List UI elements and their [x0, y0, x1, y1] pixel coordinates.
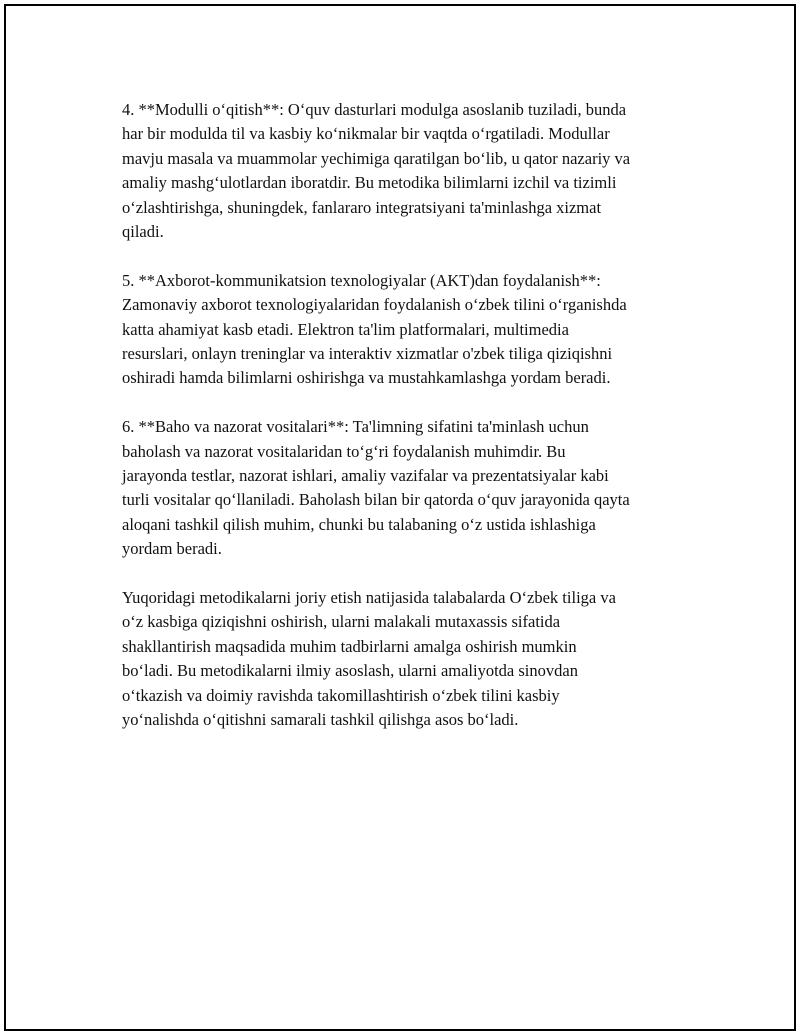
text-line: o‘z kasbiga qiziqishni oshirish, ularni malakali mutaxassis sifatida — [122, 612, 561, 632]
text-line: yo‘nalishda o‘qitishni samarali tashkil qilishga asos bo‘ladi. — [122, 710, 519, 730]
paragraph-baho-nazorat — [122, 415, 694, 561]
text-line: mavju masala va muammolar yechimiga qaratilgan bo‘lib, u qator nazariy va — [122, 148, 631, 168]
text-line: baholash va nazorat vositalaridan to‘g‘ri foydalanish muhimdir. Bu — [122, 441, 566, 461]
text-line: Zamonaviy axborot texnologiyalaridan foydalanish o‘zbek tilini o‘rganishda — [122, 295, 627, 315]
text-line: resurslari, onlayn treninglar va interaktiv xizmatlar o'zbek tiliga qiziqishni — [122, 344, 613, 364]
text-line: har bir modulda til va kasbiy ko‘nikmalar bir vaqtda o‘rgatiladi. Modullar — [122, 124, 610, 144]
text-line: o‘zlashtirishga, shuningdek, fanlararo integratsiyani ta'minlashga xizmat — [122, 197, 602, 217]
page-frame — [4, 4, 796, 1031]
text-line: shakllantirish maqsadida muhim tadbirlarni amalga oshirish mumkin — [122, 636, 577, 656]
text-line: bo‘ladi. Bu metodikalarni ilmiy asoslash, ularni amaliyotda sinovdan — [122, 661, 578, 681]
text-line: Yuqoridagi metodikalarni joriy etish natijasida talabalarda O‘zbek tiliga va — [122, 588, 616, 608]
paragraph-conclusion — [122, 586, 694, 732]
paragraph-modulli-oqitish — [122, 98, 694, 244]
text-line: yordam beradi. — [122, 539, 222, 559]
text-line: aloqani tashkil qilish muhim, chunki bu talabaning o‘z ustida ishlashiga — [122, 514, 596, 534]
text-line: turli vositalar qo‘llaniladi. Baholash bilan bir qatorda o‘quv jarayonida qayta — [122, 490, 630, 510]
text-line: 4. **Modulli o‘qitish**: O‘quv dasturlari modulga asoslanib tuziladi, bunda — [122, 100, 627, 119]
text-line: 5. **Axborot-kommunikatsion texnologiyalar (AKT)dan foydalanish**: — [122, 270, 601, 290]
text-line: 6. **Baho va nazorat vositalari**: Ta'limning sifatini ta'minlash uchun — [122, 417, 589, 437]
paragraph-akt — [122, 269, 694, 391]
document-body — [122, 98, 694, 757]
text-line: qiladi. — [122, 222, 164, 242]
text-line: katta ahamiyat kasb etadi. Elektron ta'lim platformalari, multimedia — [122, 319, 569, 339]
text-line: oshiradi hamda bilimlarni oshirishga va mustahkamlashga yordam beradi. — [122, 368, 611, 388]
text-line: o‘tkazish va doimiy ravishda takomillashtirish o‘zbek tilini kasbiy — [122, 685, 560, 705]
text-line: amaliy mashg‘ulotlardan iboratdir. Bu metodika bilimlarni izchil va tizimli — [122, 173, 617, 193]
text-line: jarayonda testlar, nazorat ishlari, amaliy vazifalar va prezentatsiyalar kabi — [122, 466, 609, 486]
